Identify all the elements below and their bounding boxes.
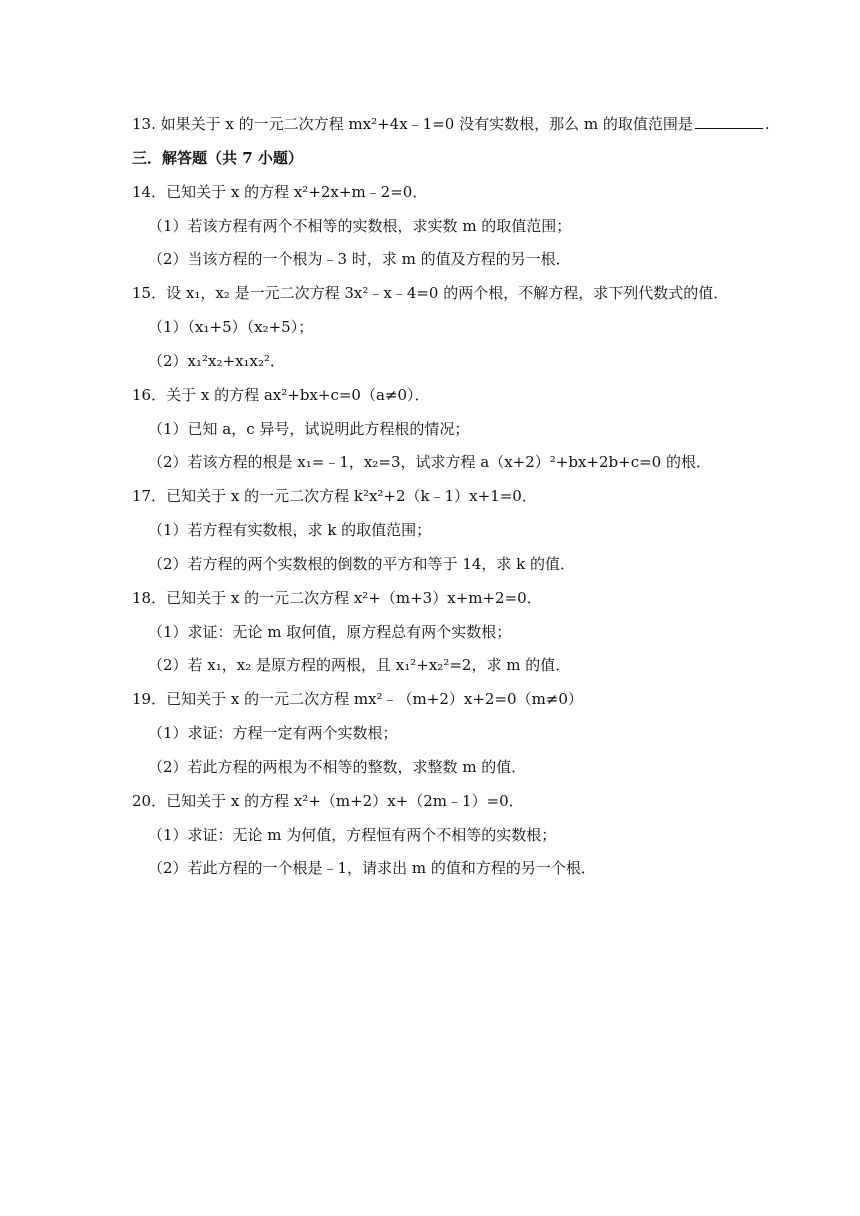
question-16: 16．关于 x 的方程 ax²+bx+c=0（a≠0）． xyxy=(132,386,430,404)
answer-blank xyxy=(695,114,763,129)
question-15-part-2: （2）x₁²x₂+x₁x₂²． xyxy=(148,352,286,370)
question-13 xyxy=(132,114,770,134)
question-16-part-1: （1）已知 a，c 异号，试说明此方程根的情况； xyxy=(148,420,470,438)
question-20-part-1: （1）求证：无论 m 为何值，方程恒有两个不相等的实数根； xyxy=(148,826,557,844)
question-20-part-2: （2）若此方程的一个根是﹣1，请求出 m 的值和方程的另一个根． xyxy=(148,859,596,877)
question-13-text: 13. 如果关于 x 的一元二次方程 mx²+4x﹣1=0 没有实数根，那么 m 的取值范围是 xyxy=(132,115,693,133)
question-18-part-1: （1）求证：无论 m 取何值，原方程总有两个实数根； xyxy=(148,623,512,641)
question-14-part-1: （1）若该方程有两个不相等的实数根，求实数 m 的取值范围； xyxy=(148,217,572,235)
question-17-part-1: （1）若方程有实数根，求 k 的取值范围； xyxy=(148,521,432,539)
question-17: 17．已知关于 x 的一元二次方程 k²x²+2（k﹣1）x+1=0． xyxy=(132,487,537,505)
question-16-part-2: （2）若该方程的根是 x₁=﹣1，x₂=3，试求方程 a（x+2）²+bx+2b+c=0 的根． xyxy=(148,453,711,471)
question-13-tail: . xyxy=(764,115,770,133)
question-18: 18．已知关于 x 的一元二次方程 x²+（m+3）x+m+2=0． xyxy=(132,589,542,607)
question-17-part-2: （2）若方程的两个实数根的倒数的平方和等于 14，求 k 的值． xyxy=(148,555,576,573)
question-14: 14．已知关于 x 的方程 x²+2x+m﹣2=0． xyxy=(132,183,428,201)
question-18-part-2: （2）若 x₁，x₂ 是原方程的两根，且 x₁²+x₂²=2，求 m 的值． xyxy=(148,656,571,674)
section-heading: 三．解答题（共 7 小题） xyxy=(132,149,303,167)
question-15-part-1: （1）（x₁+5）（x₂+5）； xyxy=(148,318,314,336)
question-19: 19．已知关于 x 的一元二次方程 mx²﹣（m+2）x+2=0（m≠0） xyxy=(132,690,583,708)
question-15: 15．设 x₁，x₂ 是一元二次方程 3x²﹣x﹣4=0 的两个根，不解方程，求下列代数式的值． xyxy=(132,284,729,302)
question-20: 20．已知关于 x 的方程 x²+（m+2）x+（2m﹣1）=0． xyxy=(132,792,524,810)
question-14-part-2: （2）当该方程的一个根为﹣3 时，求 m 的值及方程的另一根． xyxy=(148,250,571,268)
question-19-part-1: （1）求证：方程一定有两个实数根； xyxy=(148,724,398,742)
question-19-part-2: （2）若此方程的两根为不相等的整数，求整数 m 的值． xyxy=(148,758,527,776)
